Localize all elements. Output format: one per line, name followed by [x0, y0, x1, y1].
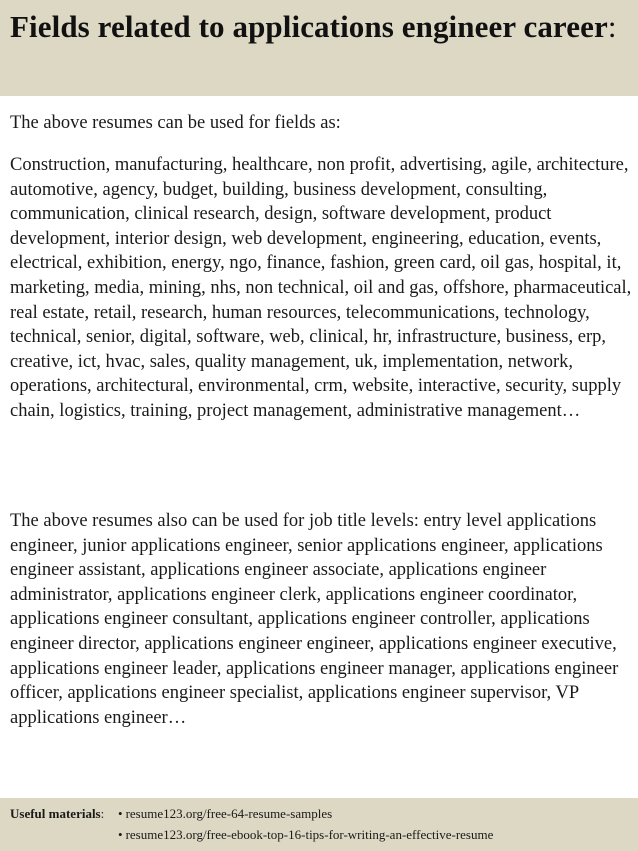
page-title-colon: :: [607, 9, 617, 44]
footer-banner: [0, 798, 638, 851]
footer-row-1: [10, 803, 628, 824]
page-title: [10, 8, 628, 46]
ebook-tips-link[interactable]: resume123.org/free-ebook-top-16-tips-for-writing-an-effective-resume: [125, 827, 494, 842]
job-levels-list: The above resumes also can be used for job title levels: entry level applications engineer, junior applications engineer, senior applications engineer, applications engineer assistant, applications engineer associate, applications engineer administrator, applications engineer clerk, applications engineer coordinator, applications engineer consultant, applications engineer controller, applications engineer director, applications engineer engineer, applications engineer executive, applications engineer leader, applications engineer manager, applications engineer officer, applications engineer specialist, applications engineer supervisor, VP applications engineer…: [10, 511, 619, 728]
bullet-icon: •: [118, 827, 123, 842]
header-banner: [0, 0, 638, 96]
intro-text: The above resumes can be used for fields as:: [10, 113, 341, 133]
page-title-text: Fields related to applications engineer career: [10, 9, 608, 44]
useful-materials-label: Useful materials:: [10, 806, 105, 821]
footer-link-item: [118, 824, 493, 845]
footer-row-2: [10, 824, 628, 845]
bullet-icon: •: [118, 806, 123, 821]
fields-list: Construction, manufacturing, healthcare, non profit, advertising, agile, architecture, automotive, agency, budget, building, business development, consulting, communication, clinical research, design, software development, product development, interior design, web development, engineering, education, events, electrical, exhibition, energy, ngo, finance, fashion, green card, oil gas, hospital, it, marketing, media, mining, nhs, non technical, oil and gas, offshore, pharmaceutical, real estate, retail, research, human resources, telecommunications, technology, technical, senior, digital, software, web, clinical, hr, infrastructure, business, erp, creative, ict, hvac, sales, quality management, uk, implementation, network, operations, architectural, environmental, crm, website, interactive, security, supply chain, logistics, training, project management, administrative management…: [10, 155, 632, 421]
resume-samples-link[interactable]: resume123.org/free-64-resume-samples: [125, 806, 333, 821]
footer-link-item: [118, 803, 332, 824]
